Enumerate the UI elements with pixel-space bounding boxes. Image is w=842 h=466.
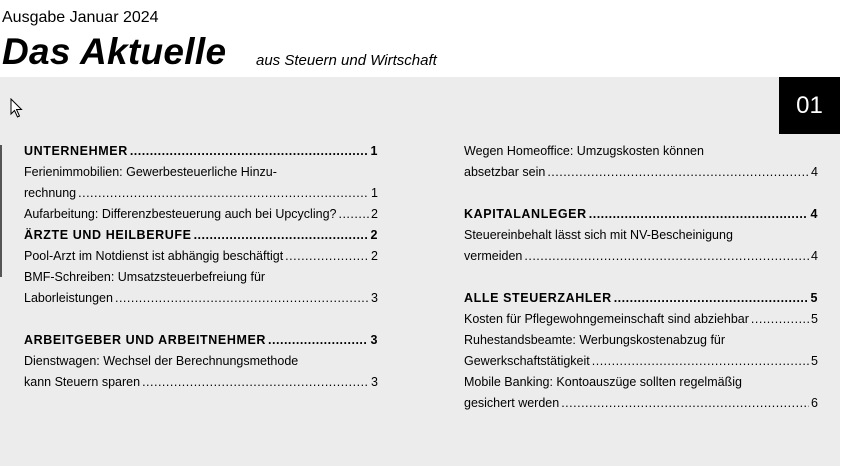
toc-entry[interactable]: Kosten für Pflegewohngemeinschaft sind abziehbar ..... 5 bbox=[464, 312, 818, 333]
newsletter-title: Das Aktuelle bbox=[2, 31, 227, 72]
toc-entry[interactable]: BMF-Schreiben: Umsatzsteuerbefreiung für bbox=[24, 270, 266, 284]
mouse-pointer-icon bbox=[10, 98, 24, 118]
toc-entry[interactable]: rechnung ..... 1 bbox=[24, 186, 378, 207]
toc-entry[interactable]: kann Steuern sparen ..... 3 bbox=[24, 375, 378, 396]
issue-date: Ausgabe Januar 2024 bbox=[2, 9, 159, 26]
toc-entry[interactable]: vermeiden ..... 4 bbox=[464, 249, 818, 270]
toc-entry[interactable]: Mobile Banking: Kontoauszüge sollten regelmäßig bbox=[464, 375, 742, 389]
toc-entry[interactable]: Steuereinbehalt lässt sich mit NV-Bescheinigung bbox=[464, 228, 733, 242]
toc-entry[interactable]: Aufarbeitung: Differenzbesteuerung auch bei Upcycling? ..... 2 bbox=[24, 207, 378, 228]
toc-section-heading[interactable]: ÄRZTE UND HEILBERUFE ..... 2 bbox=[24, 228, 378, 249]
toc-entry[interactable]: Pool-Arzt im Notdienst ist abhängig beschäftigt ..... 2 bbox=[24, 249, 378, 270]
issue-number-badge: 01 bbox=[779, 77, 840, 134]
toc-entry[interactable]: Wegen Homeoffice: Umzugskosten können bbox=[464, 144, 704, 158]
toc-entry[interactable]: gesichert werden ..... 6 bbox=[464, 396, 818, 417]
toc-section-heading[interactable]: UNTERNEHMER ..... 1 bbox=[24, 144, 378, 165]
toc-right-column bbox=[464, 144, 818, 417]
toc-entry[interactable]: Ferienimmobilien: Gewerbesteuerliche Hinzu- bbox=[24, 165, 277, 179]
margin-rule bbox=[0, 145, 2, 277]
toc-section-heading[interactable]: KAPITALANLEGER ..... 4 bbox=[464, 207, 818, 228]
toc-section-heading[interactable]: ALLE STEUERZAHLER ..... 5 bbox=[464, 291, 818, 312]
toc-entry[interactable]: Gewerkschaftstätigkeit ..... 5 bbox=[464, 354, 818, 375]
toc-entry[interactable]: Dienstwagen: Wechsel der Berechnungsmethode bbox=[24, 354, 299, 368]
toc-entry[interactable]: Laborleistungen ..... 3 bbox=[24, 291, 378, 312]
toc-left-column bbox=[24, 144, 378, 396]
newsletter-subtitle: aus Steuern und Wirtschaft bbox=[256, 52, 437, 69]
toc-entry[interactable]: absetzbar sein ..... 4 bbox=[464, 165, 818, 186]
toc-panel bbox=[0, 77, 840, 466]
toc-section-heading[interactable]: ARBEITGEBER UND ARBEITNEHMER ..... 3 bbox=[24, 333, 378, 354]
toc-entry[interactable]: Ruhestandsbeamte: Werbungskostenabzug für bbox=[464, 333, 726, 347]
